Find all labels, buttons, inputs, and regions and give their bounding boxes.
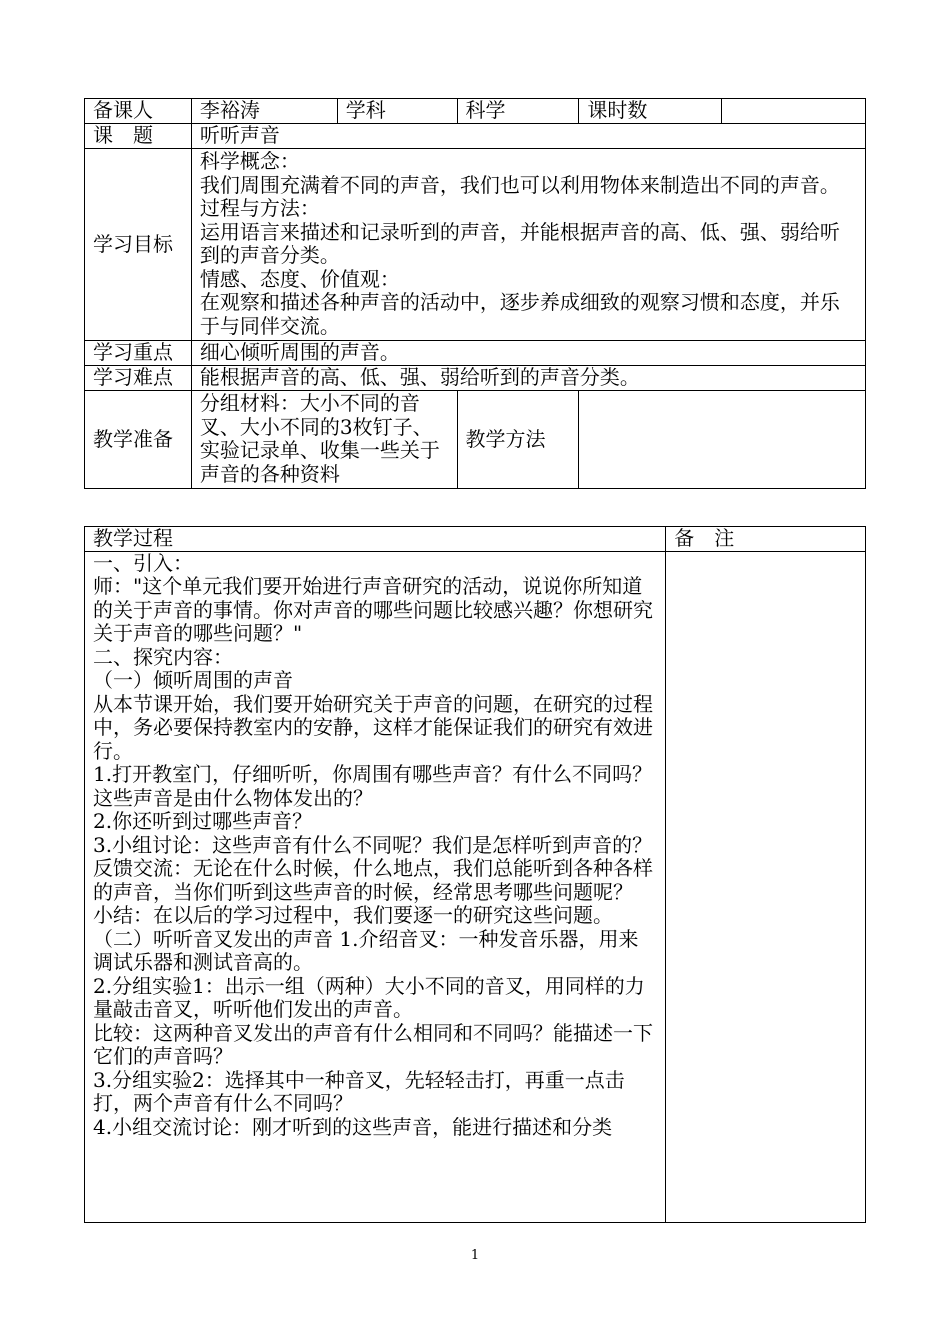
process-paragraph: 3.分组实验2：选择其中一种音叉，先轻轻击打，再重一点击打，两个声音有什么不同吗？ <box>93 1067 625 1115</box>
process-paragraph: 反馈交流：无论在什么时候，什么地点，我们总能听到各种各样的声音，当你们听到这些声音的时候，经常思考哪些问题呢？ <box>93 856 653 904</box>
objectives-row <box>85 149 866 341</box>
preparer-value: 李裕涛 <box>191 99 337 124</box>
key-point-value: 细心倾听周围的声音。 <box>191 341 865 366</box>
process-paragraph: 4.小组交流讨论：刚才听到的这些声音，能进行描述和分类 <box>93 1114 613 1139</box>
hours-label: 课时数 <box>579 99 722 124</box>
preparation-label: 教学准备 <box>85 391 192 489</box>
objectives-label: 学习目标 <box>85 149 192 341</box>
preparation-row <box>85 391 866 489</box>
header-row <box>85 99 866 124</box>
objectives-line: 在观察和描述各种声音的活动中，逐步养成细致的观察习惯和态度，并乐于与同伴交流。 <box>199 290 840 338</box>
method-label: 教学方法 <box>457 391 579 489</box>
process-paragraph: 比较：这两种音叉发出的声音有什么相同和不同吗？能描述一下它们的声音吗？ <box>93 1020 653 1068</box>
process-paragraph: （二）听听音叉发出的声音 1.介绍音叉：一种发音乐器，用来调试乐器和测试音高的。 <box>93 926 639 974</box>
process-body-row <box>85 551 866 1222</box>
method-value <box>579 391 866 489</box>
topic-label: 课 题 <box>85 124 192 149</box>
objectives-line: 我们周围充满着不同的声音，我们也可以利用物体来制造出不同的声音。 <box>199 172 840 197</box>
hours-value <box>722 99 866 124</box>
process-paragraph: 从本节课开始，我们要开始研究关于声音的问题，在研究的过程中，务必要保持教室内的安静，这样才能保证我们的研究有效进行。 <box>93 691 653 763</box>
objectives-line: 过程与方法： <box>199 196 320 220</box>
subject-value: 科学 <box>457 99 579 124</box>
difficulty-value: 能根据声音的高、低、强、弱给听到的声音分类。 <box>191 366 865 391</box>
difficulty-row <box>85 366 866 391</box>
lesson-plan-table <box>84 98 866 489</box>
process-content <box>85 551 666 1222</box>
process-paragraph: 2.分组实验1：出示一组（两种）大小不同的音叉，用同样的力量敲击音叉，听听他们发出的声音。 <box>93 973 645 1021</box>
key-point-label: 学习重点 <box>85 341 192 366</box>
preparer-label: 备课人 <box>85 99 192 124</box>
process-paragraph: 一、引入： <box>93 550 193 575</box>
preparation-value: 分组材料：大小不同的音叉、大小不同的3枚钉子、实验记录单、收集一些关于声音的各种资料 <box>191 391 457 489</box>
page-number: 1 <box>470 1248 480 1263</box>
topic-value: 听听声音 <box>191 124 865 149</box>
process-paragraph: 小结：在以后的学习过程中，我们要逐一的研究这些问题。 <box>93 903 613 927</box>
process-paragraph: （一）倾听周围的声音 <box>93 668 293 692</box>
subject-label: 学科 <box>337 99 457 124</box>
objectives-content <box>191 149 865 341</box>
objectives-line: 运用语言来描述和记录听到的声音，并能根据声音的高、低、强、弱给听到的声音分类。 <box>199 219 840 267</box>
process-paragraph: 2.你还听到过哪些声音？ <box>93 809 313 833</box>
process-paragraph: 师："这个单元我们要开始进行声音研究的活动，说说你所知道的关于声音的事情。你对声音的哪些问题比较感兴趣？你想研究关于声音的哪些问题？" <box>93 574 653 645</box>
notes-label: 备 注 <box>666 527 866 552</box>
process-paragraph: 1.打开教室门，仔细听听，你周围有哪些声音？有什么不同吗？这些声音是由什么物体发出的？ <box>93 762 653 810</box>
objectives-line: 科学概念： <box>199 149 300 173</box>
topic-row <box>85 124 866 149</box>
difficulty-label: 学习难点 <box>85 366 192 391</box>
objectives-line: 情感、态度、价值观： <box>199 266 400 291</box>
process-paragraph: 3.小组讨论：这些声音有什么不同呢？我们是怎样听到声音的？ <box>93 832 653 857</box>
process-paragraph: 二、探究内容： <box>93 644 233 669</box>
notes-content <box>666 551 866 1222</box>
teaching-process-table <box>84 526 866 1223</box>
process-header-row <box>85 527 866 552</box>
process-label: 教学过程 <box>85 527 666 552</box>
key-point-row <box>85 341 866 366</box>
